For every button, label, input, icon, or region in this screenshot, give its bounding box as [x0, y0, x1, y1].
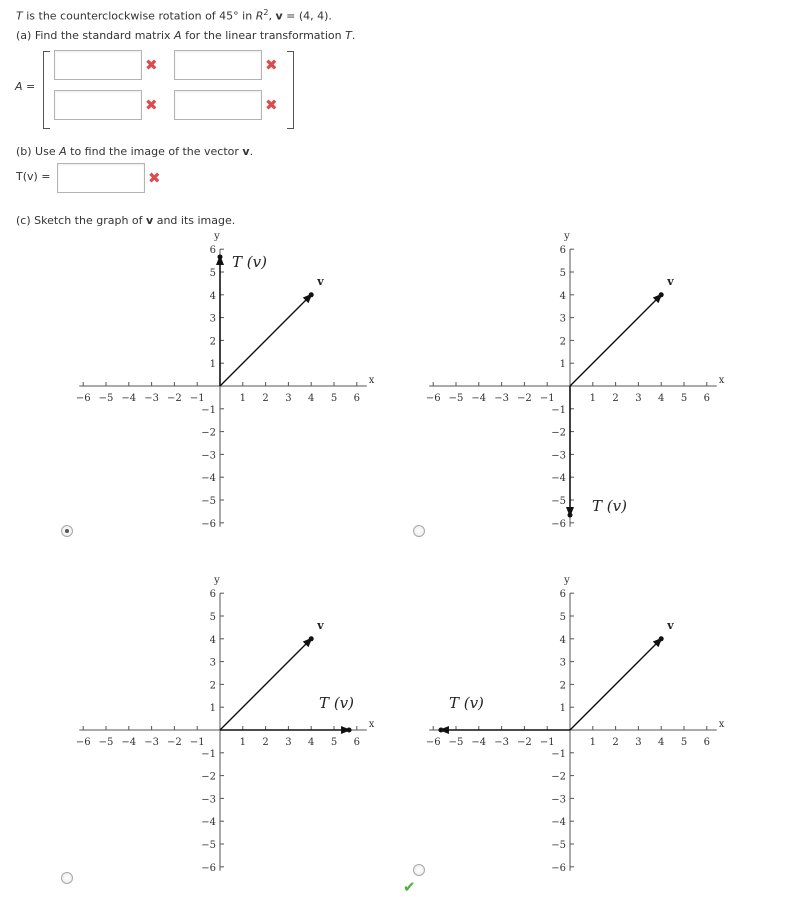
x-axis-label: x — [368, 375, 375, 386]
transform-symbol: T — [16, 9, 23, 23]
y-axis-label: y — [214, 231, 220, 243]
part-b-prefix: (b) Use — [16, 145, 60, 158]
image-vector-input[interactable] — [57, 163, 145, 193]
y-tick-label: 4 — [209, 290, 216, 302]
x-tick-label: 3 — [285, 737, 292, 748]
part-a-matrix-symbol: A — [174, 29, 182, 42]
vector-v-point — [309, 292, 314, 297]
y-tick-label: 4 — [559, 634, 566, 646]
y-tick-label: −3 — [201, 794, 216, 806]
x-tick-label: 2 — [612, 393, 619, 404]
x-tick-label: 1 — [589, 393, 596, 404]
y-tick-label: −4 — [551, 473, 566, 485]
image-vector-point — [347, 728, 352, 733]
y-tick-label: 6 — [559, 589, 566, 601]
x-tick-label: −3 — [494, 393, 509, 404]
x-tick-label: 5 — [680, 393, 688, 404]
y-tick-label: 4 — [209, 634, 216, 646]
x-tick-label: −1 — [189, 393, 205, 404]
y-tick-label: −3 — [201, 450, 216, 462]
x-tick-label: 5 — [680, 737, 688, 748]
x-tick-label: 6 — [353, 393, 360, 404]
part-b-mid: to find the image of the vector — [66, 145, 243, 158]
x-tick-label: −5 — [448, 393, 464, 404]
y-tick-label: 1 — [559, 703, 566, 715]
y-tick-label: −2 — [551, 427, 566, 439]
matrix-label: A = — [15, 80, 36, 93]
y-tick-label: −3 — [551, 450, 566, 462]
x-tick-label: −4 — [471, 393, 487, 404]
x-axis-label: x — [718, 375, 725, 386]
x-tick-label: 5 — [330, 737, 338, 748]
vector-v-arrow — [220, 639, 311, 730]
part-b-matrix-symbol: A — [59, 145, 67, 158]
y-tick-label: −1 — [201, 748, 216, 760]
y-tick-label: −4 — [201, 473, 216, 485]
part-a-prefix: (a) Find the standard matrix — [16, 29, 175, 42]
part-c-prompt — [16, 214, 235, 227]
y-tick-label: −2 — [201, 427, 216, 439]
y-tick-label: −6 — [201, 518, 216, 530]
x-tick-label: −4 — [121, 737, 137, 748]
x-tick-label: 1 — [239, 393, 246, 404]
y-tick-label: 3 — [209, 313, 216, 325]
graph-option-4 — [420, 572, 725, 882]
x-tick-label: 6 — [353, 737, 360, 748]
x-tick-label: −4 — [121, 393, 137, 404]
y-tick-label: 6 — [559, 245, 566, 257]
image-label: T(v) = — [16, 170, 51, 183]
part-a-prompt — [16, 29, 355, 42]
y-tick-label: 6 — [209, 589, 216, 601]
part-a-transform-symbol: T — [345, 29, 352, 42]
y-axis-label: y — [564, 575, 570, 587]
vector-v-arrow — [220, 295, 311, 386]
image-vector-label: T (v) — [232, 252, 267, 271]
y-tick-label: 3 — [559, 657, 566, 669]
vector-v-label: v — [667, 274, 674, 288]
y-axis-label: y — [214, 575, 220, 587]
y-tick-label: −4 — [201, 817, 216, 829]
y-tick-label: 2 — [209, 336, 216, 348]
x-tick-label: −2 — [517, 737, 532, 748]
part-b-prompt — [16, 145, 253, 158]
option-4-radio[interactable] — [413, 864, 425, 876]
y-tick-label: −5 — [201, 840, 216, 851]
x-tick-label: 4 — [308, 393, 315, 404]
y-tick-label: −2 — [201, 771, 216, 783]
y-tick-label: −1 — [201, 404, 216, 416]
image-vector-point — [568, 513, 573, 518]
vector-v-arrow — [570, 295, 661, 386]
x-tick-label: 3 — [285, 393, 292, 404]
x-tick-label: −2 — [167, 393, 182, 404]
y-tick-label: 2 — [209, 680, 216, 692]
y-tick-label: −6 — [201, 862, 216, 874]
y-tick-label: 3 — [559, 313, 566, 325]
x-tick-label: −2 — [517, 393, 532, 404]
x-tick-label: 3 — [635, 393, 642, 404]
matrix-right-bracket — [287, 51, 294, 129]
x-tick-label: 6 — [703, 737, 710, 748]
x-tick-label: −1 — [189, 737, 205, 748]
x-axis-label: x — [368, 719, 375, 730]
y-tick-label: 5 — [209, 612, 216, 623]
incorrect-icon: ✖ — [145, 96, 158, 114]
vector-v-point — [659, 636, 664, 641]
image-vector-label: T (v) — [592, 497, 627, 516]
y-tick-label: 1 — [559, 359, 566, 371]
x-tick-label: −6 — [425, 737, 441, 748]
y-tick-label: 5 — [559, 268, 566, 279]
problem-statement — [16, 8, 332, 23]
vector-value: = (4, 4). — [282, 9, 332, 23]
space-exponent: 2 — [263, 8, 269, 17]
x-axis-label: x — [718, 719, 725, 730]
matrix-entry-a22[interactable] — [174, 90, 262, 120]
correct-checkmark-icon: ✔ — [403, 878, 416, 896]
matrix-left-bracket — [43, 51, 50, 129]
image-vector-label: T (v) — [448, 694, 484, 712]
y-tick-label: 5 — [559, 612, 566, 623]
x-tick-label: −2 — [167, 737, 182, 748]
y-tick-label: −5 — [551, 840, 566, 851]
x-tick-label: 2 — [612, 737, 619, 748]
graph-option-2 — [420, 228, 725, 538]
x-tick-label: 1 — [589, 737, 596, 748]
y-tick-label: −3 — [551, 794, 566, 806]
option-2-radio[interactable] — [413, 525, 425, 537]
comma-text: , — [268, 9, 276, 23]
vector-v-point — [659, 292, 664, 297]
vector-v-arrow — [570, 639, 661, 730]
x-tick-label: 2 — [262, 737, 269, 748]
x-tick-label: −3 — [144, 737, 159, 748]
x-tick-label: −3 — [144, 393, 159, 404]
x-tick-label: −5 — [98, 393, 114, 404]
image-vector-point — [218, 254, 223, 259]
part-c-end: and its image. — [153, 214, 236, 227]
space-symbol: R — [255, 9, 264, 23]
x-tick-label: 4 — [308, 737, 315, 748]
y-tick-label: 1 — [209, 703, 216, 715]
y-tick-label: 4 — [559, 290, 566, 302]
matrix-entry-a21[interactable] — [54, 90, 142, 120]
x-tick-label: 4 — [658, 737, 665, 748]
y-tick-label: −6 — [551, 862, 566, 874]
y-tick-label: −4 — [551, 817, 566, 829]
x-tick-label: 4 — [658, 393, 665, 404]
part-c-prefix: (c) Sketch the graph of — [16, 214, 147, 227]
part-a-end: . — [351, 29, 356, 42]
part-a-mid: for the linear transformation — [181, 29, 346, 42]
y-tick-label: −6 — [551, 518, 566, 530]
incorrect-icon: ✖ — [265, 96, 278, 114]
x-tick-label: −1 — [539, 737, 555, 748]
incorrect-icon: ✖ — [145, 56, 158, 74]
graph-option-3 — [70, 572, 375, 882]
x-tick-label: 2 — [262, 393, 269, 404]
part-b-vector-symbol: v — [242, 145, 250, 158]
x-tick-label: −4 — [471, 737, 487, 748]
incorrect-icon: ✖ — [148, 169, 161, 187]
part-b-end: . — [249, 145, 254, 158]
x-tick-label: −6 — [425, 393, 441, 404]
x-tick-label: −6 — [75, 393, 91, 404]
part-c-vector-symbol: v — [146, 214, 154, 227]
vector-v-label: v — [317, 618, 324, 632]
x-tick-label: 5 — [330, 393, 338, 404]
matrix-entry-a11[interactable] — [54, 50, 142, 80]
vector-v-label: v — [667, 618, 674, 632]
vector-v-label: v — [317, 274, 324, 288]
y-tick-label: 1 — [209, 359, 216, 371]
graph-option-1 — [70, 228, 375, 538]
x-tick-label: −6 — [75, 737, 91, 748]
x-tick-label: −3 — [494, 737, 509, 748]
x-tick-label: 3 — [635, 737, 642, 748]
y-tick-label: −1 — [551, 404, 566, 416]
image-vector-label: T (v) — [319, 694, 355, 712]
y-tick-label: 5 — [209, 268, 216, 279]
x-tick-label: −5 — [448, 737, 464, 748]
vector-symbol: v — [275, 9, 283, 23]
y-tick-label: −2 — [551, 771, 566, 783]
x-tick-label: 6 — [703, 393, 710, 404]
y-tick-label: 2 — [559, 336, 566, 348]
y-tick-label: 6 — [209, 245, 216, 257]
x-tick-label: −5 — [98, 737, 114, 748]
option-3-radio[interactable] — [61, 872, 73, 884]
y-axis-label: y — [564, 231, 570, 243]
option-1-radio[interactable] — [61, 525, 73, 537]
incorrect-icon: ✖ — [265, 56, 278, 74]
y-tick-label: 2 — [559, 680, 566, 692]
y-tick-label: −5 — [201, 496, 216, 507]
y-tick-label: −5 — [551, 496, 566, 507]
y-tick-label: 3 — [209, 657, 216, 669]
image-vector-point — [438, 728, 443, 733]
vector-v-point — [309, 636, 314, 641]
x-tick-label: −1 — [539, 393, 555, 404]
statement-text: is the counterclockwise rotation of 45° in — [22, 9, 256, 23]
x-tick-label: 1 — [239, 737, 246, 748]
y-tick-label: −1 — [551, 748, 566, 760]
matrix-entry-a12[interactable] — [174, 50, 262, 80]
